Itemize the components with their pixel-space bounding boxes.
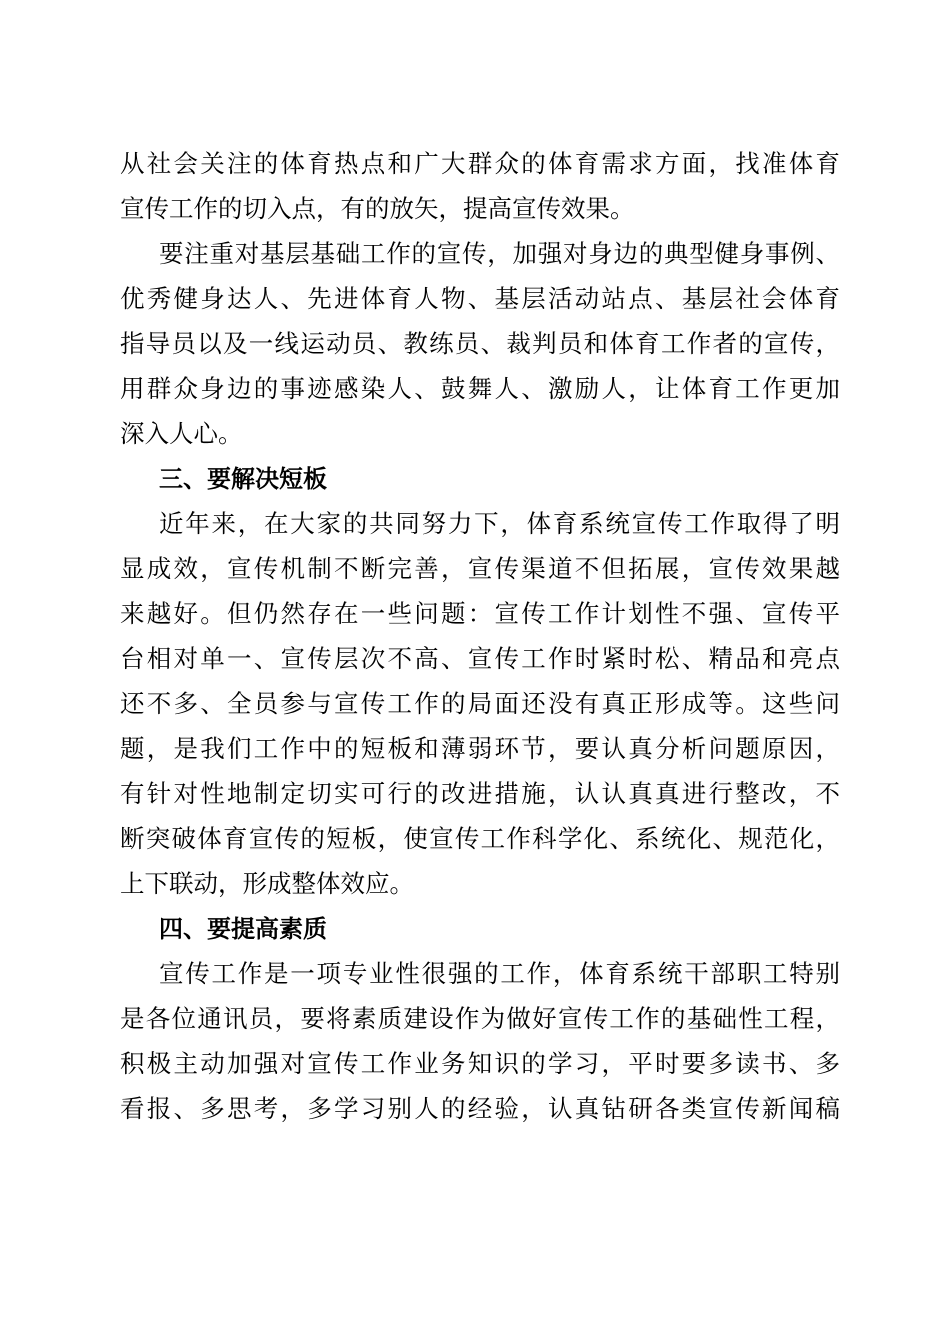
paragraph-line: 近年来，在大家的共同努力下，体育系统宣传工作取得了明	[159, 509, 840, 538]
paragraph-line: 指导员以及一线运动员、教练员、裁判员和体育工作者的宣传，	[120, 329, 840, 358]
paragraph-line: 优秀健身达人、先进体育人物、基层活动站点、基层社会体育	[120, 284, 840, 313]
paragraph-line: 是各位通讯员，要将素质建设作为做好宣传工作的基础性工程，	[120, 1004, 840, 1033]
paragraph-line: 积极主动加强对宣传工作业务知识的学习，平时要多读书、多	[120, 1049, 840, 1078]
paragraph-line: 看报、多思考，多学习别人的经验，认真钻研各类宣传新闻稿	[120, 1094, 840, 1123]
paragraph-line: 有针对性地制定切实可行的改进措施，认认真真进行整改，不	[120, 779, 840, 808]
paragraph-line: 来越好。但仍然存在一些问题：宣传工作计划性不强、宣传平	[120, 599, 840, 628]
paragraph-line: 用群众身边的事迹感染人、鼓舞人、激励人，让体育工作更加	[120, 374, 840, 403]
paragraph-line: 题，是我们工作中的短板和薄弱环节，要认真分析问题原因，	[120, 734, 840, 763]
paragraph-line: 台相对单一、宣传层次不高、宣传工作时紧时松、精品和亮点	[120, 644, 840, 673]
paragraph-line: 从社会关注的体育热点和广大群众的体育需求方面，找准体育	[120, 149, 840, 178]
paragraph-line: 宣传工作的切入点，有的放矢，提高宣传效果。	[120, 194, 635, 223]
section-heading: 三、要解决短板	[159, 465, 327, 493]
paragraph-line: 要注重对基层基础工作的宣传，加强对身边的典型健身事例、	[159, 239, 840, 268]
paragraph-line: 宣传工作是一项专业性很强的工作，体育系统干部职工特别	[159, 959, 840, 988]
paragraph-line: 显成效，宣传机制不断完善，宣传渠道不但拓展，宣传效果越	[120, 554, 840, 583]
paragraph-line: 还不多、全员参与宣传工作的局面还没有真正形成等。这些问	[120, 689, 840, 718]
paragraph-line: 深入人心。	[120, 419, 243, 448]
paragraph-line: 上下联动，形成整体效应。	[120, 869, 414, 898]
paragraph-line: 断突破体育宣传的短板，使宣传工作科学化、系统化、规范化，	[120, 824, 840, 853]
section-heading: 四、要提高素质	[159, 915, 327, 943]
